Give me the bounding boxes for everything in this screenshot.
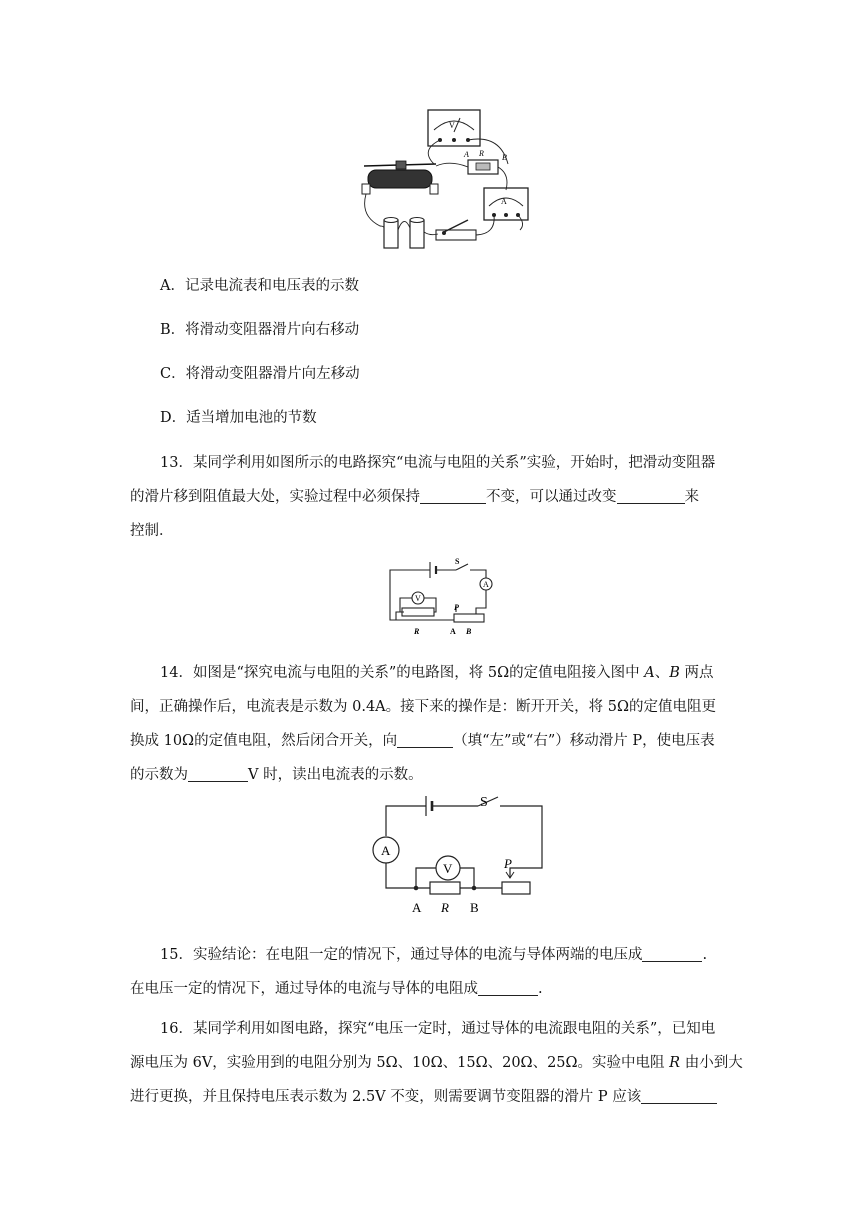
q15-blank-1[interactable] (642, 945, 702, 962)
question-14 (130, 656, 730, 792)
q14-circuit-diagram (370, 792, 550, 918)
q13-switch-label: S (455, 557, 460, 566)
ammeter-device (484, 188, 528, 220)
q16-line-3: 进行更换，并且保持电压表示数为 2.5V 不变，则需要调节变阻器的滑片 P 应该 (130, 1080, 730, 1114)
q13-line-1: 13．某同学利用如图所示的电路探究“电流与电阻的关系”实验，开始时，把滑动变阻器 (160, 455, 716, 471)
battery-cells (384, 218, 424, 249)
q13-line-2: 的滑片移到阻值最大处，实验过程中必须保持 不变，可以通过改变 来 (130, 489, 699, 505)
q14-voltmeter-label: V (443, 861, 453, 876)
resistor-r-device (463, 149, 507, 174)
voltmeter-label: V (449, 121, 455, 130)
q14-resistor-label: R (441, 900, 449, 915)
q13-blank-1[interactable] (420, 487, 486, 504)
q12-option-b[interactable]: B．将滑动变阻器滑片向右移动 (160, 322, 360, 338)
q14-blank-1[interactable] (397, 731, 453, 748)
q13-slider-label: P (454, 603, 459, 612)
question-15 (130, 938, 730, 1006)
q14-terminal-a-label: A (412, 900, 422, 915)
question-13 (130, 446, 730, 548)
q12-option-c[interactable]: C．将滑动变阻器滑片向左移动 (160, 366, 360, 382)
q14-line-4: 的示数为 V 时，读出电流表的示数。 (130, 767, 423, 783)
switch-device (436, 220, 476, 240)
q14-blank-2[interactable] (188, 765, 248, 782)
q14-line-2: 间，正确操作后，电流表是示数为 0.4A。接下来的操作是：断开开关，将 5Ω的定值电阻更 (130, 699, 716, 715)
q15-blank-2[interactable] (478, 979, 538, 996)
q14-line-1: 14．如图是“探究电流与电阻的关系”的电路图，将 5Ω的定值电阻接入图中 A、B 两点 (160, 665, 714, 681)
q16-blank-1[interactable] (641, 1087, 717, 1104)
q13-resistor-label: R (414, 627, 420, 636)
q16-line-1: 16．某同学利用如图电路，探究“电压一定时，通过导体的电流跟电阻的关系”，已知电 (160, 1021, 716, 1037)
q13-ammeter-label: A (483, 580, 489, 589)
q13-blank-2[interactable] (617, 487, 685, 504)
q13-terminal-a-label: A (450, 627, 456, 636)
q13-voltmeter-label: V (415, 594, 421, 603)
ammeter-label: A (501, 197, 507, 206)
q15-line-1: 15．实验结论：在电阻一定的情况下，通过导体的电流与导体两端的电压成 . (160, 947, 708, 963)
terminal-b-label: B (502, 153, 507, 162)
q16-line-2: 源电压为 6V，实验用到的电阻分别为 5Ω、10Ω、15Ω、20Ω、25Ω。实验中电阻 R 由小到大 (130, 1055, 743, 1071)
q13-circuit-diagram (382, 556, 500, 638)
q14-slider-label: P (504, 856, 512, 871)
q14-terminal-b-label: B (470, 900, 479, 915)
resistor-label: R (479, 149, 484, 158)
q14-ammeter-label: A (381, 843, 391, 858)
rheostat-device (362, 161, 438, 194)
q12-option-d[interactable]: D．适当增加电池的节数 (160, 410, 317, 426)
question-16 (130, 1012, 743, 1114)
voltmeter-device (428, 110, 480, 146)
q14-line-3: 换成 10Ω的定值电阻，然后闭合开关，向 （填“左”或“右”）移动滑片 P，使电压表 (130, 733, 715, 749)
q13-terminal-b-label: B (466, 627, 472, 636)
q15-line-2: 在电压一定的情况下，通过导体的电流与导体的电阻成 . (130, 981, 543, 997)
q12-apparatus-figure (360, 104, 530, 252)
q12-option-a[interactable]: A．记录电流表和电压表的示数 (160, 278, 359, 294)
terminal-a-label: A (464, 150, 469, 159)
q14-switch-label: S (480, 795, 488, 810)
q13-line-3: 控制． (130, 523, 174, 539)
